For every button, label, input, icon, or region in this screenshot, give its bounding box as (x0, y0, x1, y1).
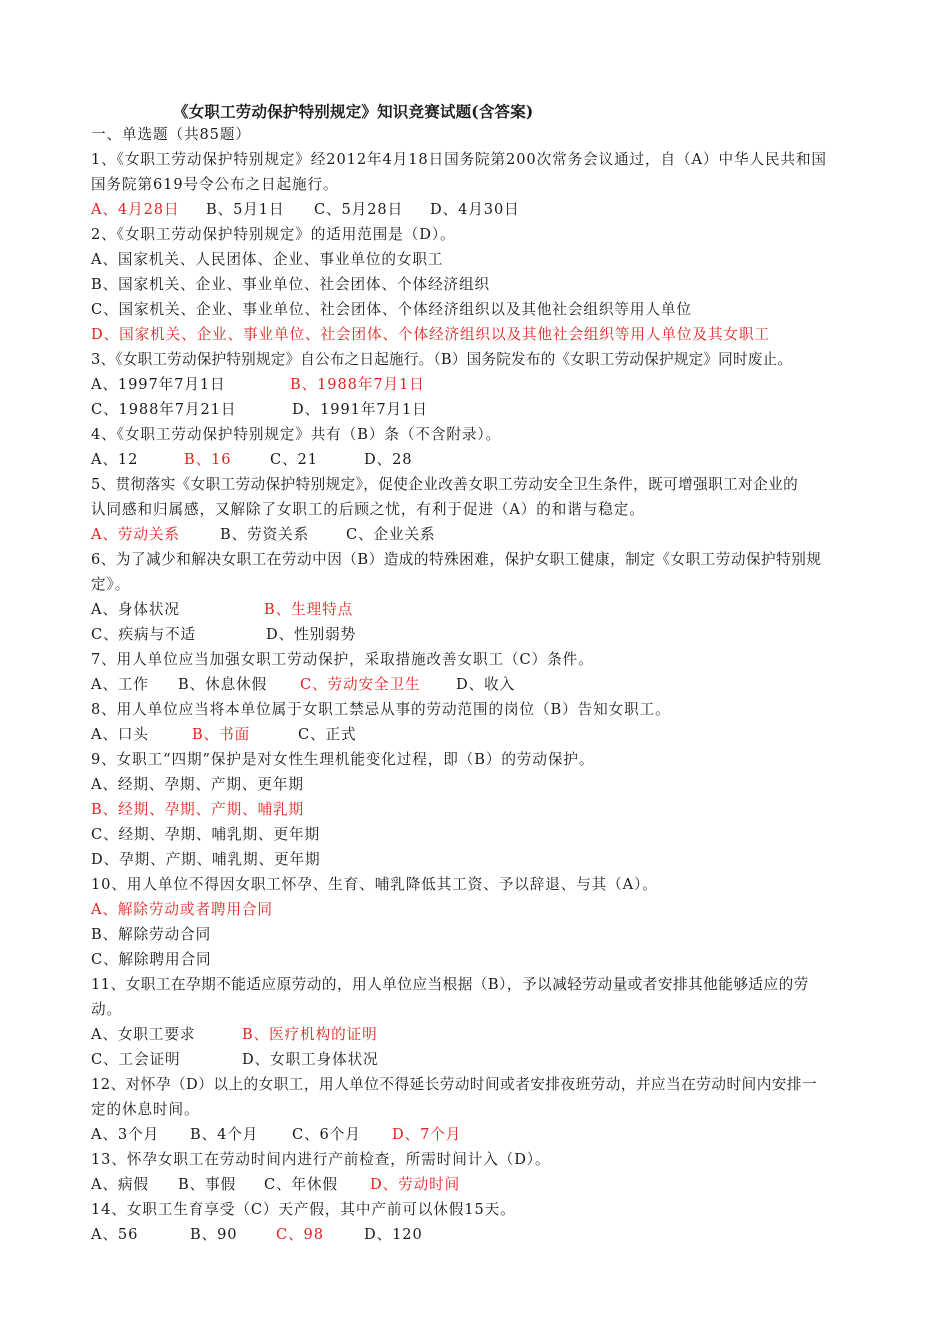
question-10-text: 10、用人单位不得因女职工怀孕、生育、哺乳降低其工资、予以辞退、与其（A）。 (91, 876, 658, 893)
question-3-option-c: C、1988年7月21日 (91, 401, 237, 418)
question-3-text: 3、《女职工劳动保护特别规定》自公布之日起施行。（B）国务院发布的《女职工劳动保护规定》同时废止。 (91, 351, 793, 368)
question-8-option-b: B、书面 (192, 726, 251, 743)
question-12-option-b: B、4个月 (190, 1126, 259, 1143)
question-11-option-d: D、女职工身体状况 (242, 1051, 379, 1068)
question-14-text: 14、女职工生育享受（C）天产假，其中产前可以休假15天。 (91, 1201, 516, 1218)
question-6-option-d: D、性别弱势 (266, 626, 357, 643)
question-6-option-b: B、生理特点 (264, 601, 354, 618)
question-7-option-d: D、收入 (456, 676, 516, 693)
question-6-option-c: C、疾病与不适 (91, 626, 197, 643)
question-2-option-a: A、国家机关、人民团体、企业、事业单位的女职工 (91, 251, 444, 268)
question-3-option-d: D、1991年7月1日 (292, 401, 428, 418)
question-1-option-b: B、5月1日 (206, 201, 285, 218)
question-10-option-c: C、解除聘用合同 (91, 951, 212, 968)
question-6-text: 6、为了减少和解决女职工在劳动中因（B）造成的特殊困难，保护女职工健康，制定《女职工劳动保护特别规 (91, 551, 822, 568)
question-12-option-a: A、3个月 (91, 1126, 160, 1143)
question-5-option-b: B、劳资关系 (220, 526, 310, 543)
question-11-option-a: A、女职工要求 (91, 1026, 196, 1043)
question-11-option-c: C、工会证明 (91, 1051, 181, 1068)
question-10-option-b: B、解除劳动合同 (91, 926, 212, 943)
question-8-option-c: C、正式 (298, 726, 357, 743)
question-13-option-b: B、事假 (178, 1176, 237, 1193)
question-6-text-cont: 定》。 (91, 576, 131, 593)
question-4-option-a: A、12 (91, 451, 139, 468)
question-5-option-a: A、劳动关系 (91, 526, 180, 543)
question-12-text-cont: 定的休息时间。 (91, 1101, 200, 1118)
question-9-option-d: D、孕期、产期、哺乳期、更年期 (91, 851, 321, 868)
question-2-option-b: B、国家机关、企业、事业单位、社会团体、个体经济组织 (91, 276, 490, 293)
question-12-option-c: C、6个月 (292, 1126, 361, 1143)
question-11-text-cont: 动。 (91, 1001, 122, 1018)
question-7-option-a: A、工作 (91, 676, 149, 693)
question-9-option-b: B、经期、孕期、产期、哺乳期 (91, 801, 305, 818)
question-6-option-a: A、身体状况 (91, 601, 180, 618)
question-7-text: 7、用人单位应当加强女职工劳动保护，采取措施改善女职工（C）条件。 (91, 651, 594, 668)
question-5-option-c: C、企业关系 (346, 526, 436, 543)
question-12-text: 12、对怀孕（D）以上的女职工，用人单位不得延长劳动时间或者安排夜班劳动，并应当在劳动时间内安排一 (91, 1076, 818, 1093)
question-14-option-c: C、98 (276, 1226, 324, 1243)
question-14-option-a: A、56 (91, 1226, 139, 1243)
question-14-option-d: D、120 (364, 1226, 423, 1243)
question-2-text: 2、《女职工劳动保护特别规定》的适用范围是（D）。 (91, 226, 456, 243)
question-13-option-d: D、劳动时间 (370, 1176, 461, 1193)
question-11-text: 11、女职工在孕期不能适应原劳动的，用人单位应当根据（B），予以减轻劳动量或者安排其他能够适应的劳 (91, 976, 809, 993)
question-7-option-c: C、劳动安全卫生 (300, 676, 421, 693)
question-1-option-a: A、4月28日 (91, 201, 180, 218)
question-9-text: 9、女职工“四期”保护是对女性生理机能变化过程，即（B）的劳动保护。 (91, 751, 595, 768)
question-1-text-cont: 国务院第619号令公布之日起施行。 (91, 176, 339, 193)
question-8-text: 8、用人单位应当将本单位属于女职工禁忌从事的劳动范围的岗位（B）告知女职工。 (91, 701, 671, 718)
question-3-option-b: B、1988年7月1日 (290, 376, 425, 393)
question-2-option-d: D、国家机关、企业、事业单位、社会团体、个体经济组织以及其他社会组织等用人单位及其女职工 (91, 326, 770, 343)
question-10-option-a: A、解除劳动或者聘用合同 (91, 901, 273, 918)
question-4-text: 4、《女职工劳动保护特别规定》共有（B）条（不含附录）。 (91, 426, 502, 443)
question-8-option-a: A、口头 (91, 726, 149, 743)
question-1-option-d: D、4月30日 (430, 201, 520, 218)
question-2-option-c: C、国家机关、企业、事业单位、社会团体、个体经济组织以及其他社会组织等用人单位 (91, 301, 692, 318)
question-13-option-c: C、年休假 (264, 1176, 339, 1193)
question-13-option-a: A、病假 (91, 1176, 149, 1193)
question-9-option-a: A、经期、孕期、产期、更年期 (91, 776, 304, 793)
question-5-text-cont: 认同感和归属感，又解除了女职工的后顾之忧，有利于促进（A）的和谐与稳定。 (91, 501, 645, 518)
question-4-option-d: D、28 (364, 451, 413, 468)
question-11-option-b: B、医疗机构的证明 (242, 1026, 378, 1043)
question-9-option-c: C、经期、孕期、哺乳期、更年期 (91, 826, 320, 843)
question-7-option-b: B、休息休假 (178, 676, 268, 693)
question-1-option-c: C、5月28日 (314, 201, 404, 218)
question-3-option-a: A、1997年7月1日 (91, 376, 226, 393)
question-12-option-d: D、7个月 (392, 1126, 462, 1143)
question-14-option-b: B、90 (190, 1226, 238, 1243)
document-title: 《女职工劳动保护特别规定》知识竞赛试题(含答案) (173, 102, 534, 121)
question-4-option-c: C、21 (270, 451, 318, 468)
question-13-text: 13、怀孕女职工在劳动时间内进行产前检查，所需时间计入（D）。 (91, 1151, 551, 1168)
section-heading: 一、单选题（共85题） (91, 126, 251, 143)
question-4-option-b: B、16 (184, 451, 232, 468)
question-1-text: 1、《女职工劳动保护特别规定》经2012年4月18日国务院第200次常务会议通过，自（A）中华人民共和国 (91, 151, 827, 168)
question-5-text: 5、贯彻落实《女职工劳动保护特别规定》，促使企业改善女职工劳动安全卫生条件，既可增强职工对企业的 (91, 476, 799, 493)
